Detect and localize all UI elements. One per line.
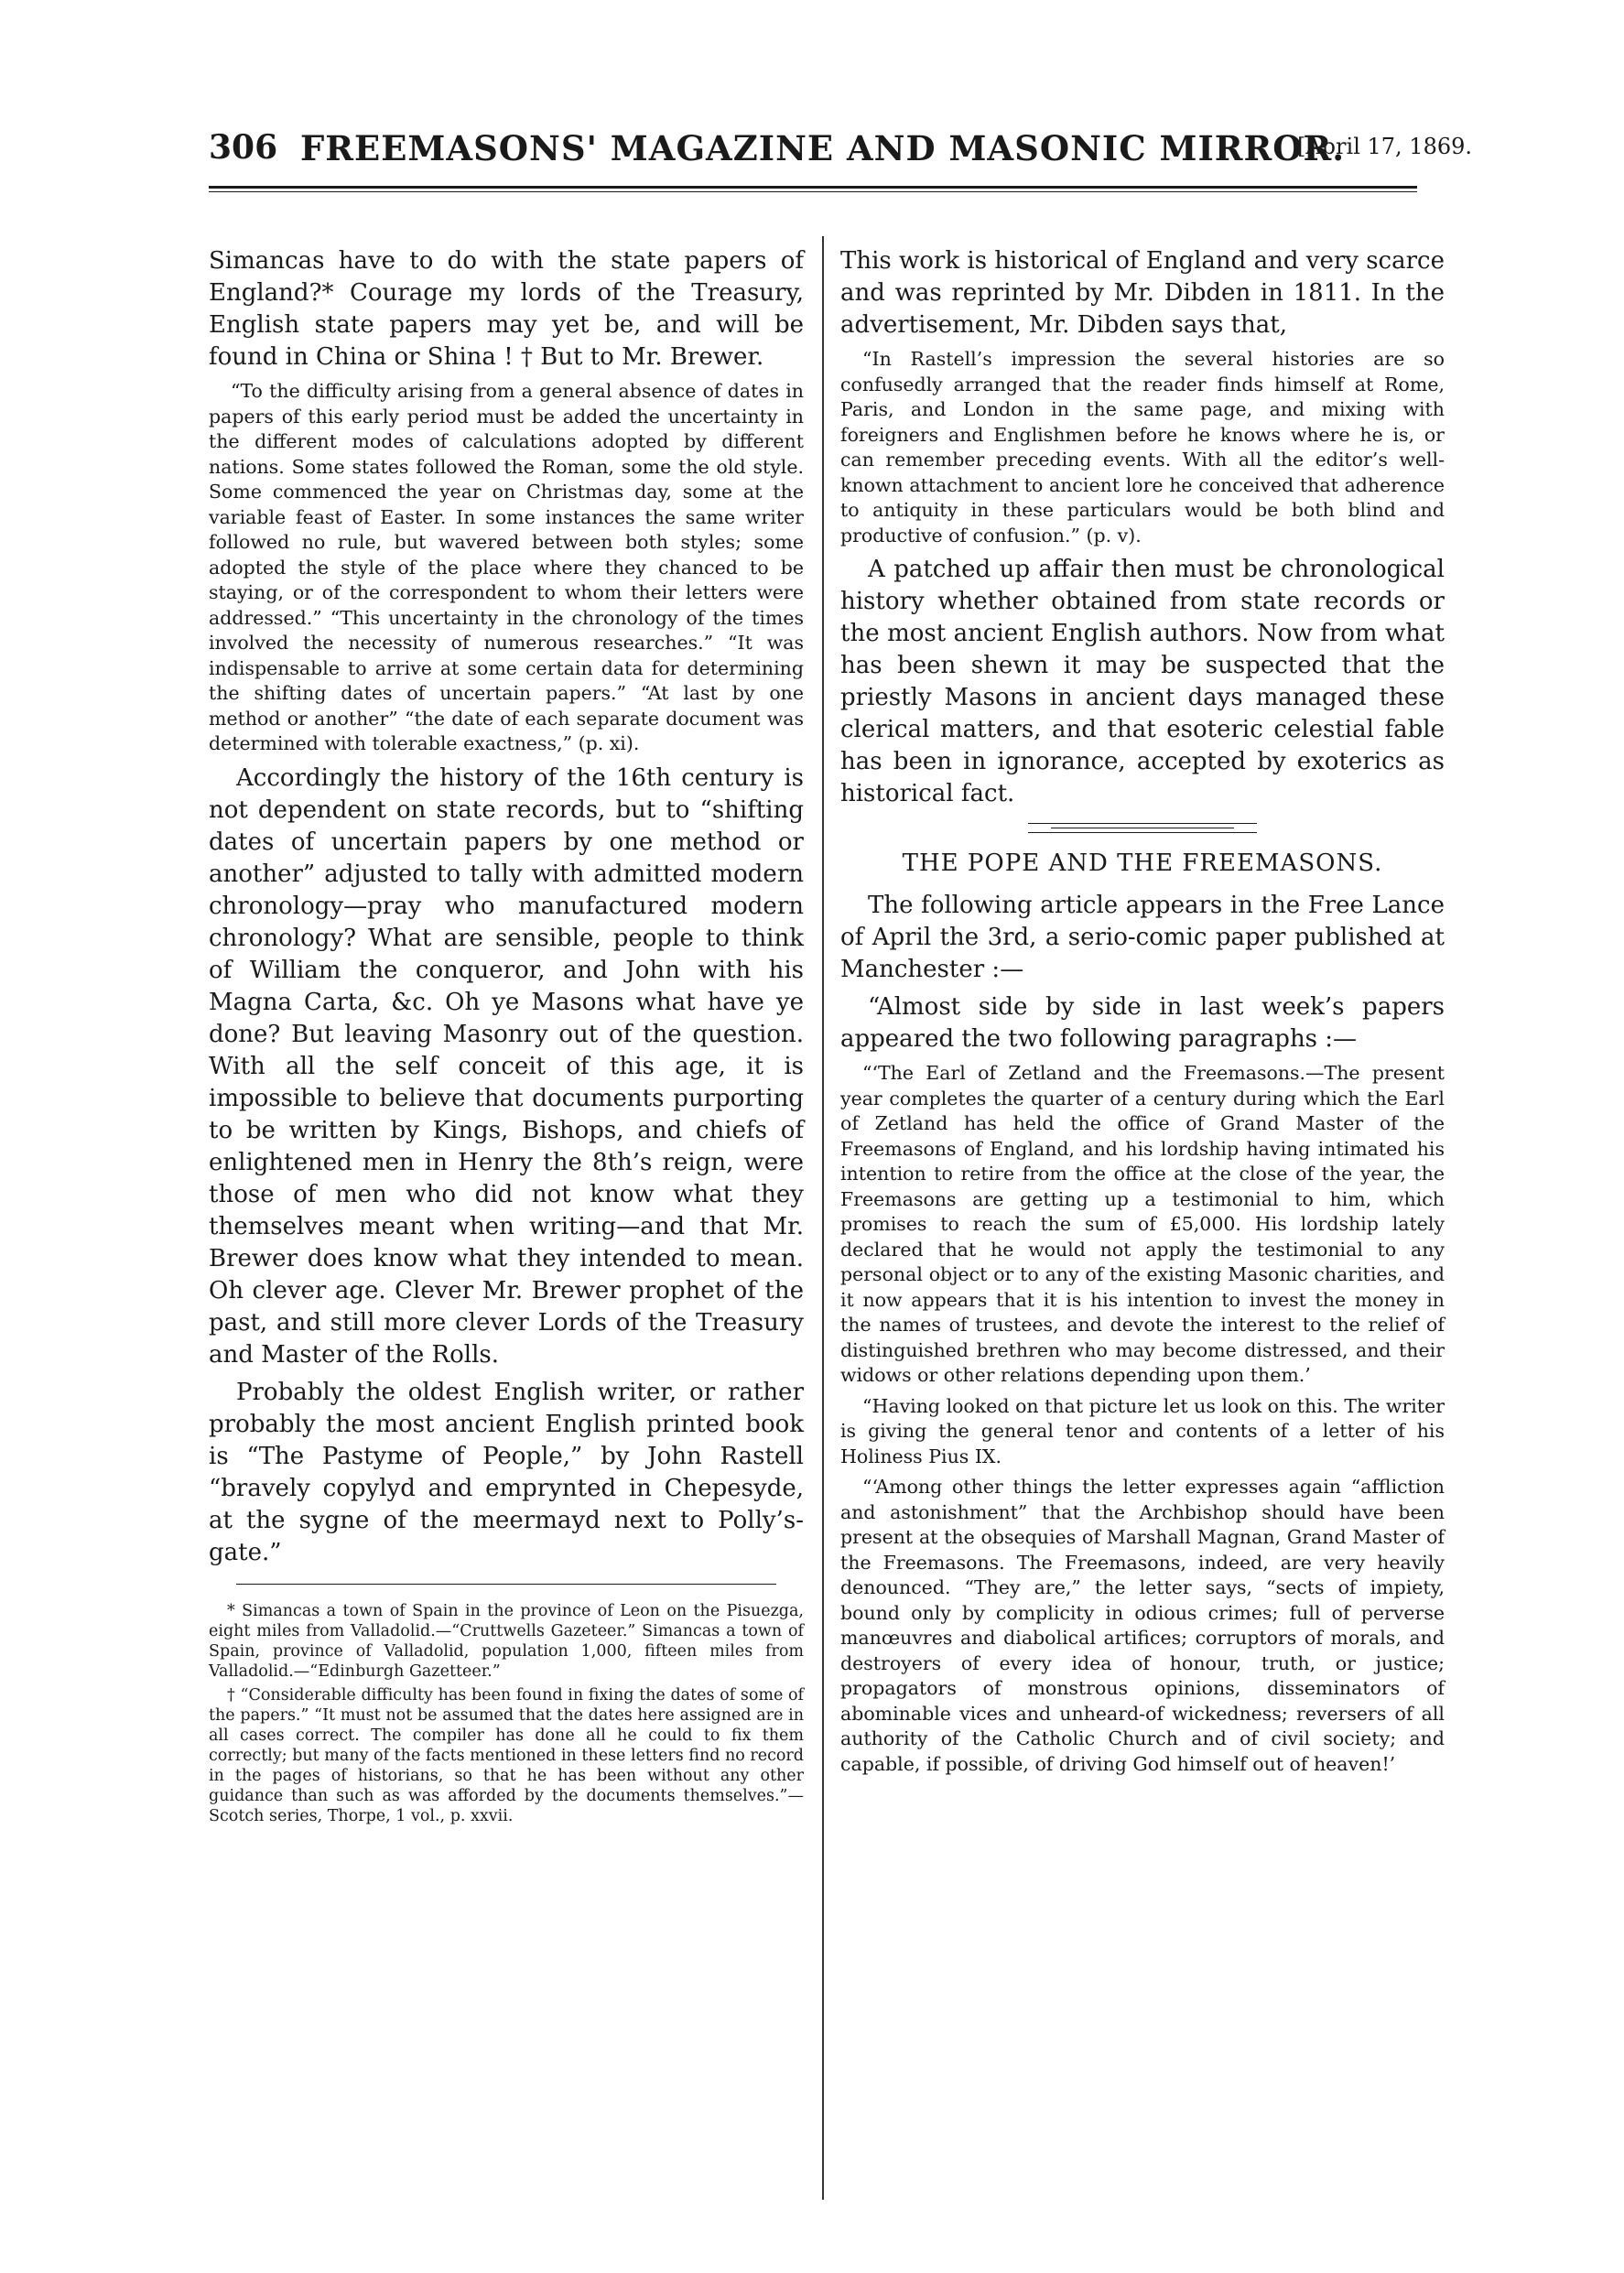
quoted-passage: “To the difficulty arising from a general absence of dates in papers of this early period must be added the uncertainty in the different modes of calculations adopted by different nations. Some states followed the Roman, some the old style. Some commenced the year on Christmas day, some at the variable feast of Easter. In some instances the same writer followed no rule, but wavered between both styles; some adopted the style of the place where they chanced to be staying, or of the correspondent to whom their letters were addressed.” “This uncertainty in the chronology of the times involved the necessity of numerous researches.” “It was indispensable to arrive at some certain data for determining the shifting dates of uncertain papers.” “At last by one method or another” “the date of each separate document was determined with tolerable exactness,” (p. xi). (209, 380, 804, 754)
footnote: * Simancas a town of Spain in the province of Leon on the Pisuezga, eight miles from Valladolid.—“Cruttwells Gazeteer.” Simancas a town of Spain, province of Valladolid, population 1,000, fifteen miles from Valladolid.—“Edinburgh Gazetteer.” (209, 1601, 804, 1681)
section-separator (1028, 823, 1257, 833)
quoted-passage: “‘The Earl of Zetland and the Freemasons.—The present year completes the quarter of a century during which the Earl of Zetland has held the office of Grand Master of the Freemasons of England, and his lordship having intimated his intention to retire from the office at the close of the year, the Freemasons are getting up a testimonial to him, which promises to reach the sum of £5,000. His lordship lately declared that he would not apply the testimonial to any personal object or to any of the existing Masonic charities, and it now appears that it is his intention to invest the money in the names of trustees, and devote the interest to the relief of distinguished brethren who may become distressed, and their widows or other relations depending upon them.’ (840, 1062, 1445, 1386)
page-header (209, 128, 1472, 183)
paragraph: Simancas have to do with the state papers of England?* Courage my lords of the Treasury, English state papers may yet be, and will be found in China or Shina ! † But to Mr. Brewer. (209, 247, 804, 371)
paragraph: A patched up affair then must be chronological history whether obtained from state records or the most ancient English authors. Now from what has been shewn it may be suspected that the priestly Masons in ancient days managed these clerical matters, and that esoteric celestial fable has been in ignorance, accepted by exoterics as historical fact. (840, 556, 1445, 807)
right-column (840, 245, 1445, 1782)
footnote-rule (236, 1584, 776, 1585)
running-title: FREEMASONS' MAGAZINE AND MASONIC MIRROR. (300, 128, 1346, 168)
paragraph: The following article appears in the Free Lance of April the 3rd, a serio-comic paper published at Manchester :— (840, 892, 1445, 983)
issue-date: [April 17, 1869. (1296, 134, 1472, 159)
quoted-passage: “‘Among other things the letter expresses again “affliction and astonishment” that the Archbishop should have been present at the obsequies of Marshall Magnan, Grand Master of the Freemasons. The Freemasons, indeed, are very heavily denounced. “They are,” the letter says, “sects of impiety, bound only by complicity in odious crimes; full of perverse manœuvres and diabolical artifices; corruptors of morals, and destroyers of every idea of honour, truth, or justice; propagators of monstrous opinions, disseminators of abominable vices and unheard-of wickedness; reversers of all authority of the Catholic Church and of civil society; and capable, if possible, of driving God himself out of heaven!’ (840, 1476, 1445, 1775)
paragraph: This work is historical of England and very scarce and was reprinted by Mr. Dibden in 1811. In the advertisement, Mr. Dibden says that, (840, 247, 1445, 339)
paragraph: Probably the oldest English writer, or rather probably the most ancient English printed book is “The Pastyme of People,” by John Rastell “bravely copylyd and emprynted in Chepesyde, at the sygne of the meermayd next to Polly’s-gate.” (209, 1378, 804, 1566)
article-heading: THE POPE AND THE FREEMASONS. (902, 850, 1383, 877)
paragraph: “Almost side by side in last week’s papers appeared the two following paragraphs :— (840, 993, 1445, 1053)
quoted-passage: “Having looked on that picture let us look on this. The writer is giving the general tenor and contents of a letter of his Holiness Pius IX. (840, 1394, 1445, 1467)
paragraph: Accordingly the history of the 16th century is not dependent on state records, but to “shifting dates of uncertain papers by one method or another” adjusted to tally with admitted modern chronology—pray who manufactured modern chronology? What are sensible, people to think of William the conqueror, and John with his Magna Carta, &c. Oh ye Masons what have ye done? But leaving Masonry out of the question. With all the self conceit of this age, it is impossible to believe that documents purporting to be written by Kings, Bishops, and chiefs of enlightened men in Henry the 8th’s reign, were those of men who did not know what they themselves meant when writing—and that Mr. Brewer does know what they intended to mean. Oh clever age. Clever Mr. Brewer prophet of the past, and still more clever Lords of the Treasury and Master of the Rolls. (209, 763, 804, 1369)
footnote: † “Considerable difficulty has been found in fixing the dates of some of the papers.” “It must not be assumed that the dates here assigned are in all cases correct. The compiler has done all he could to fix them correctly; but many of the facts mentioned in these letters find no record in the pages of historians, so that he has been without any other guidance than such as was afforded by the documents themselves.”—Scotch series, Thorpe, 1 vol., p. xxvii. (209, 1685, 804, 1825)
page-number: 306 (209, 128, 278, 167)
quoted-passage: “In Rastell’s impression the several histories are so confusedly arranged that the reader finds himself at Rome, Paris, and London in the same page, and mixing with foreigners and Englishmen before he knows where he is, or can remember preceding events. With all the editor’s well-known attachment to ancient lore he conceived that adherence to antiquity in these particulars would be both blind and productive of confusion.” (p. v). (840, 348, 1445, 547)
column-divider (822, 236, 824, 2200)
left-column (209, 245, 804, 1830)
header-rule (209, 186, 1417, 192)
